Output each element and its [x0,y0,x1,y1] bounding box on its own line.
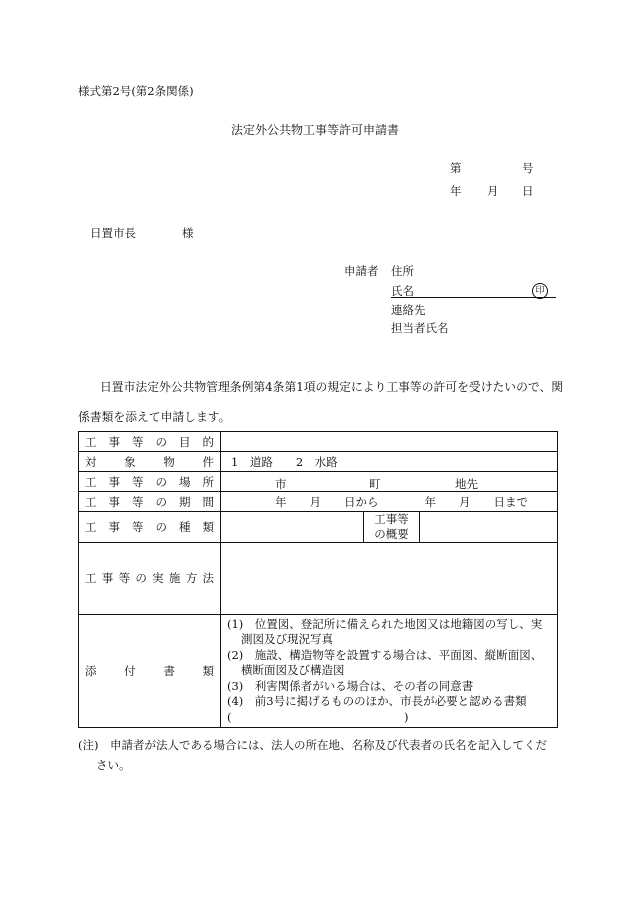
period-label: 工事等の期間 [79,492,221,512]
attachments-list [221,614,558,728]
summary-label [364,512,420,543]
applicant-label: 申請者 [344,264,379,278]
addressee-name: 日置市長 [90,226,136,240]
summary-field[interactable] [420,512,558,543]
applicant-person-label: 担当者氏名 [391,321,449,335]
object-field[interactable]: 1 道路 2 水路 [221,452,558,472]
date-month: 月 [487,184,499,198]
list-item-other[interactable]: ( ) [227,709,409,724]
summary-label-line-1: 工事等 [374,512,409,526]
addressee-honorific: 様 [182,226,194,240]
body-text-line-2: 係書類を添えて申請します。 [78,410,231,424]
number-suffix: 号 [522,161,534,175]
summary-label-line-2: の概要 [374,526,409,541]
purpose-label: 工事等の目的 [79,432,221,452]
list-item: (4) 前3号に掲げるもののほか、市長が必要と認める書類 [227,694,527,709]
object-label: 対象物件 [79,452,221,472]
list-item: (1) 位置図、登記所に備えられた地図又は地籍図の写し、実 [227,616,543,631]
date-day: 日 [522,184,534,198]
table-row-location [79,472,558,492]
date-year: 年 [450,184,462,198]
document-title: 法定外公共物工事等許可申請書 [230,123,399,137]
note-line-2: さい。 [96,758,131,772]
attachments-label: 添付書類 [79,614,221,728]
number-prefix: 第 [450,161,462,175]
type-label: 工事等の種類 [79,512,221,543]
application-table [78,431,558,728]
table-row-purpose [79,432,558,452]
applicant-contact-label: 連絡先 [391,303,426,317]
location-label: 工事等の場所 [79,472,221,492]
form-number: 様式第2号(第2条関係) [78,84,194,98]
purpose-field[interactable] [221,432,558,452]
seal-mark: 印 [532,283,548,299]
list-item: (2) 施設、構造物等を設置する場合は、平面図、縦断面図、 [227,647,543,662]
list-item: 測図及び現況写真 [241,632,333,647]
table-row-object [79,452,558,472]
body-text-line-1: 日置市法定外公共物管理条例第4条第1項の規定により工事等の許可を受けたいので、関 [100,380,564,394]
applicant-name-label: 氏名 [391,284,414,298]
list-item: (3) 利害関係者がいる場合は、その者の同意書 [227,678,474,693]
location-field[interactable] [221,472,558,492]
table-row-attachments [79,614,558,728]
method-label: 工事等の実施方法 [79,542,221,614]
location-city: 市 [275,477,287,491]
location-town: 町 [369,477,381,491]
type-field[interactable] [221,512,364,543]
table-row-period [79,492,558,512]
applicant-name-line[interactable] [391,297,556,298]
table-row-type [79,512,558,543]
applicant-address-label: 住所 [391,264,414,278]
location-suffix: 地先 [455,477,478,491]
method-field[interactable] [221,542,558,614]
period-field[interactable]: 年 月 日から 年 月 日まで [221,492,558,512]
table-row-method [79,542,558,614]
list-item: 横断面図及び構造図 [241,663,345,678]
note-line-1: (注) 申請者が法人である場合には、法人の所在地、名称及び代表者の氏名を記入してくだ [78,738,547,752]
